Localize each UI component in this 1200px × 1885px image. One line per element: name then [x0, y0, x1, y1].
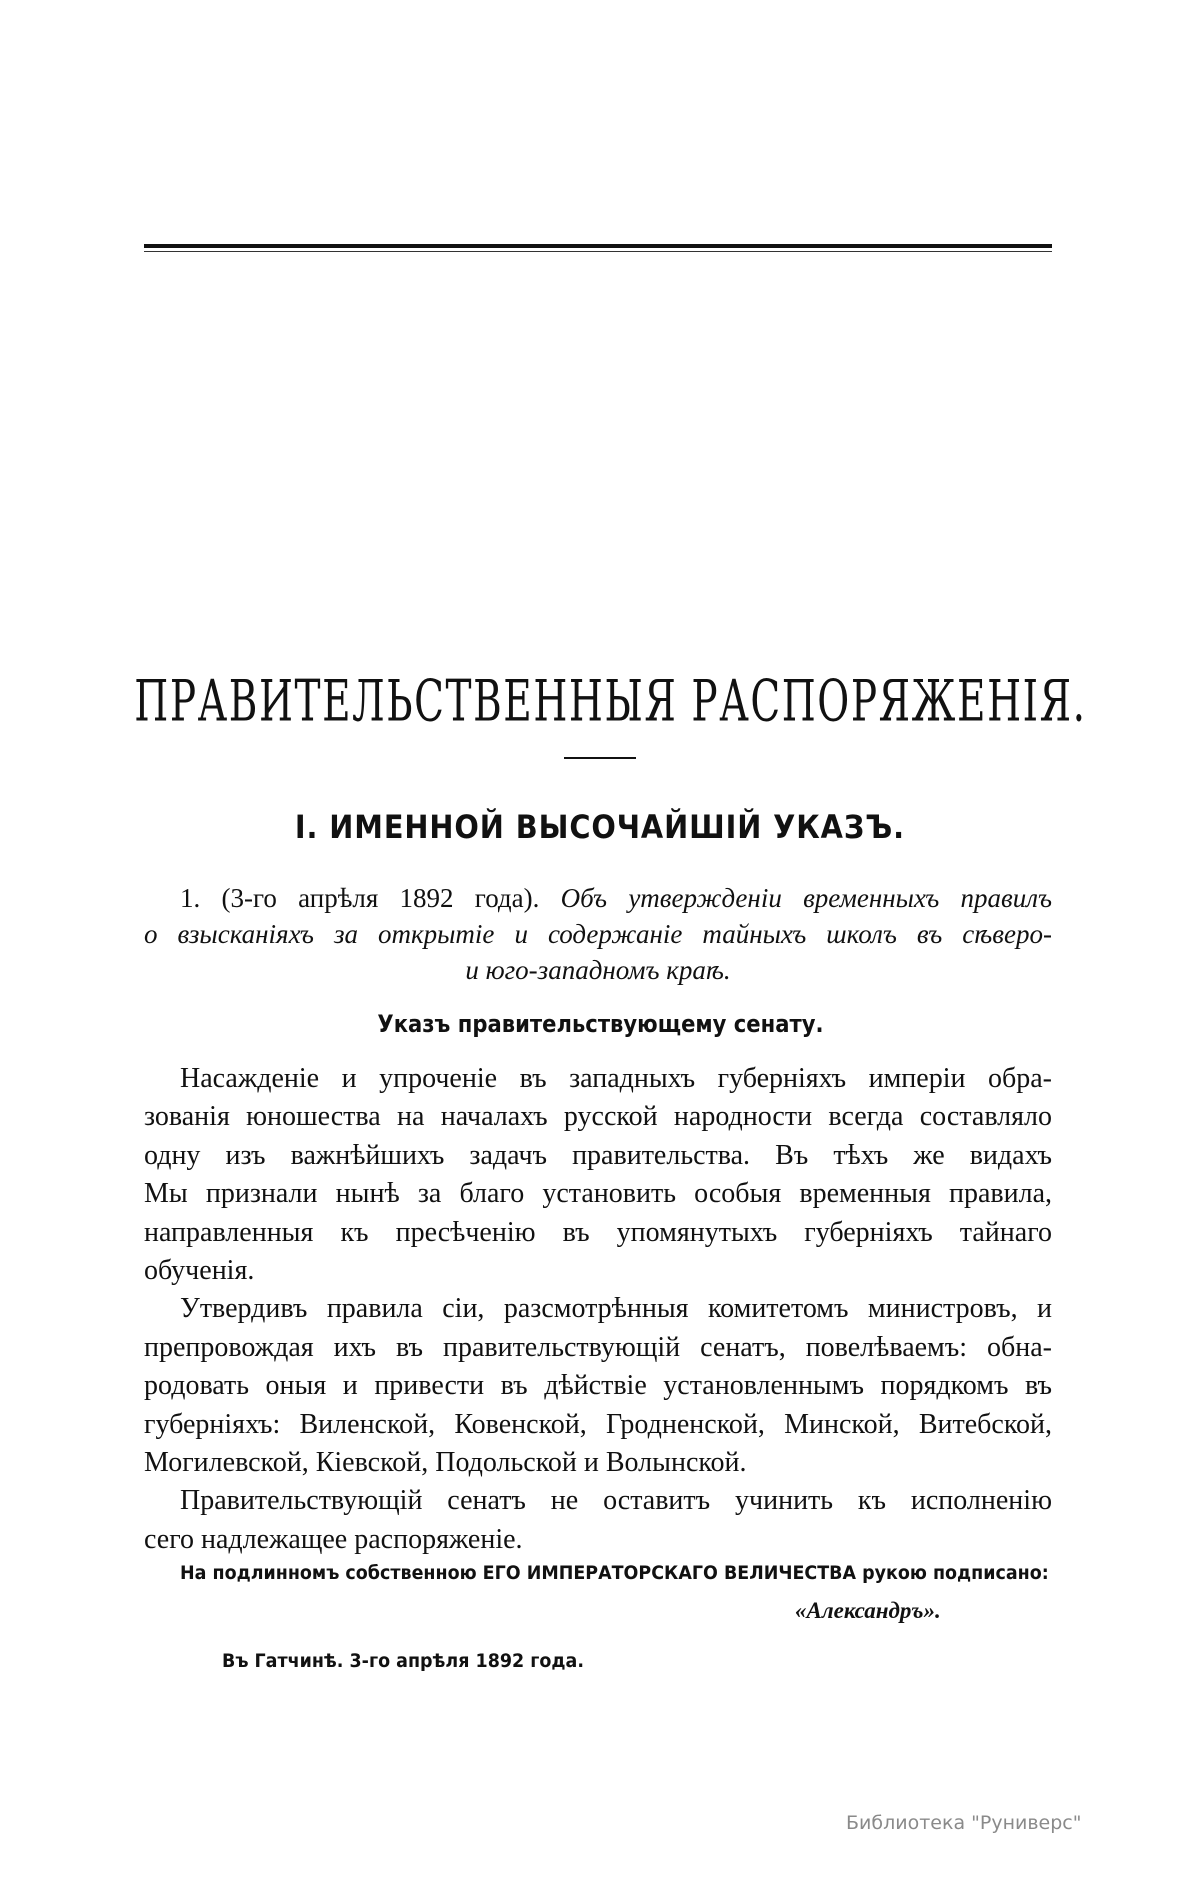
decree-subheading-text: Указъ правительствующему сенату.: [376, 1010, 824, 1038]
signature-note: На подлинномъ собственною ЕГО ИМПЕРАТОРСКАГО ВЕЛИЧЕСТВА рукою подписано:: [180, 1562, 1049, 1584]
body-line: губерніяхъ: Виленской, Ковенской, Гродненской, Минской, Витебской,: [144, 1408, 1052, 1440]
body-line: Правительствующій сенатъ не оставитъ учинить къ исполненію: [180, 1485, 1052, 1517]
item-subject: о взысканіяхъ за открытіе и содержаніе тайныхъ школъ въ сѣверо-: [144, 919, 1052, 949]
top-rule: [144, 244, 1052, 248]
item-line: [144, 880, 1052, 916]
item-subject: и юго-западномъ краѣ.: [465, 955, 731, 985]
item-line: [144, 916, 1052, 952]
body-line: зованія юношества на началахъ русской народности всегда составляло: [144, 1101, 1052, 1133]
signature-name: «Александръ».: [795, 1598, 941, 1623]
item-summary: [144, 880, 1052, 988]
item-number-date: 1. (3-го апрѣля 1892 года).: [180, 883, 561, 913]
body-line: обученія.: [144, 1254, 255, 1286]
item-subject: Объ утвержденіи временныхъ правилъ: [560, 883, 1052, 913]
signature-place-date: Въ Гатчинѣ. 3-го апрѣля 1892 года.: [222, 1650, 584, 1672]
body-line: Утвердивъ правила сіи, разсмотрѣнныя комитетомъ министровъ, и: [180, 1293, 1052, 1325]
body-line: препровождая ихъ въ правительствующій сенатъ, повелѣваемъ: обна-: [144, 1331, 1052, 1363]
top-rule-thin: [144, 251, 1052, 252]
page-title: [0, 667, 1200, 735]
decree-subheading: [0, 1010, 1200, 1038]
page-title-text: ПРАВИТЕЛЬСТВЕННЫЯ РАСПОРЯЖЕНІЯ.: [134, 667, 1087, 735]
library-watermark: Библиотека "Руниверс": [846, 1812, 1082, 1834]
item-line: [144, 952, 1052, 988]
decree-body: [144, 1060, 1052, 1559]
body-line: родовать оныя и привести въ дѣйствіе установленнымъ порядкомъ въ: [144, 1370, 1052, 1402]
section-heading: [0, 808, 1200, 846]
body-line: Насажденіе и упроченіе въ западныхъ губерніяхъ имперіи обра-: [180, 1063, 1052, 1094]
body-line: Мы признали нынѣ за благо установить особыя временныя правила,: [144, 1178, 1052, 1210]
body-line: одну изъ важнѣйшихъ задачъ правительства. Въ тѣхъ же видахъ: [144, 1139, 1052, 1171]
body-line: сего надлежащее распоряженіе.: [144, 1523, 523, 1555]
title-divider: [564, 757, 636, 759]
body-line: направленныя къ пресѣченію въ упомянутыхъ губерніяхъ тайнаго: [144, 1216, 1052, 1248]
body-line: Могилевской, Кіевской, Подольской и Волынской.: [144, 1446, 747, 1478]
section-heading-text: I. ИМЕННОЙ ВЫСОЧАЙШІЙ УКАЗЪ.: [294, 808, 906, 846]
